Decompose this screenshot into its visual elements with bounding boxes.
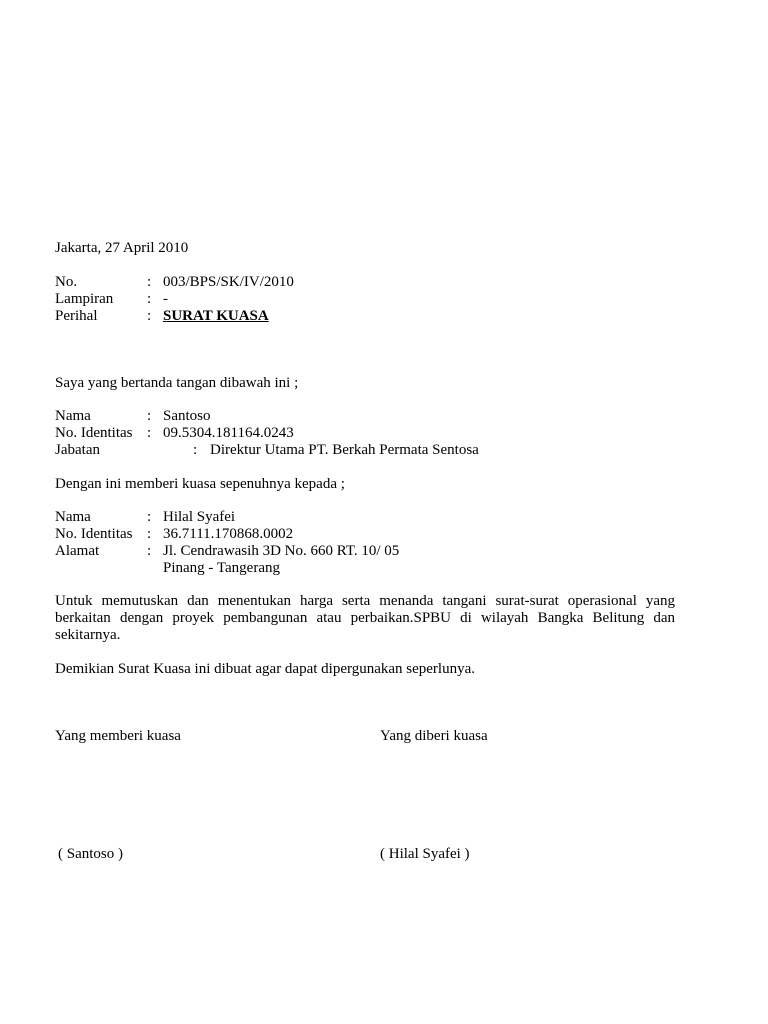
no-colon: : bbox=[147, 274, 152, 290]
grantor-identitas-label: No. Identitas bbox=[55, 425, 133, 441]
lampiran-label: Lampiran bbox=[55, 291, 114, 307]
perihal-value: SURAT KUASA bbox=[163, 308, 269, 324]
grantor-identitas-value: 09.5304.181164.0243 bbox=[163, 425, 294, 441]
grantee-identitas-label: No. Identitas bbox=[55, 526, 133, 542]
perihal-colon: : bbox=[147, 308, 152, 324]
intro-text: Saya yang bertanda tangan dibawah ini ; bbox=[55, 375, 299, 391]
grantor-signature-name: ( Santoso ) bbox=[58, 846, 123, 862]
purpose-paragraph: Untuk memutuskan dan menentukan harga serta menanda tangani surat-surat operasional yang berkaitan dengan proyek pembangunan atau perbaikan.SPBU di wilayah Bangka Belitung dan sekitarnya. bbox=[55, 593, 675, 643]
grantee-alamat-line2: Pinang - Tangerang bbox=[163, 560, 280, 576]
lampiran-value: - bbox=[163, 291, 168, 307]
grantee-signature-title: Yang diberi kuasa bbox=[380, 728, 488, 744]
grantor-jabatan-label: Jabatan bbox=[55, 442, 100, 458]
grantee-nama-value: Hilal Syafei bbox=[163, 509, 236, 525]
grantee-identitas-value: 36.7111.170868.0002 bbox=[163, 526, 294, 542]
grantee-alamat-label: Alamat bbox=[55, 543, 100, 559]
grantee-identitas-colon: : bbox=[147, 526, 152, 542]
grant-statement: Dengan ini memberi kuasa sepenuhnya kepada ; bbox=[55, 476, 345, 492]
grantee-nama-label: Nama bbox=[55, 509, 91, 525]
no-value: 003/BPS/SK/IV/2010 bbox=[163, 274, 294, 290]
grantor-nama-value: Santoso bbox=[163, 408, 211, 424]
grantee-alamat-line1: Jl. Cendrawasih 3D No. 660 RT. 10/ 05 bbox=[163, 543, 400, 559]
grantor-jabatan-value: Direktur Utama PT. Berkah Permata Sentosa bbox=[210, 442, 479, 458]
grantor-nama-label: Nama bbox=[55, 408, 91, 424]
grantor-signature-title: Yang memberi kuasa bbox=[55, 728, 181, 744]
grantor-identitas-colon: : bbox=[147, 425, 152, 441]
grantee-signature-name: ( Hilal Syafei ) bbox=[380, 846, 470, 862]
grantee-alamat-colon: : bbox=[147, 543, 152, 559]
lampiran-colon: : bbox=[147, 291, 152, 307]
perihal-label: Perihal bbox=[55, 308, 98, 324]
closing-text: Demikian Surat Kuasa ini dibuat agar dapat dipergunakan seperlunya. bbox=[55, 661, 476, 677]
letter-date: Jakarta, 27 April 2010 bbox=[55, 240, 189, 256]
grantee-nama-colon: : bbox=[147, 509, 152, 525]
grantor-nama-colon: : bbox=[147, 408, 152, 424]
grantor-jabatan-colon: : bbox=[193, 442, 198, 458]
no-label: No. bbox=[55, 274, 78, 290]
